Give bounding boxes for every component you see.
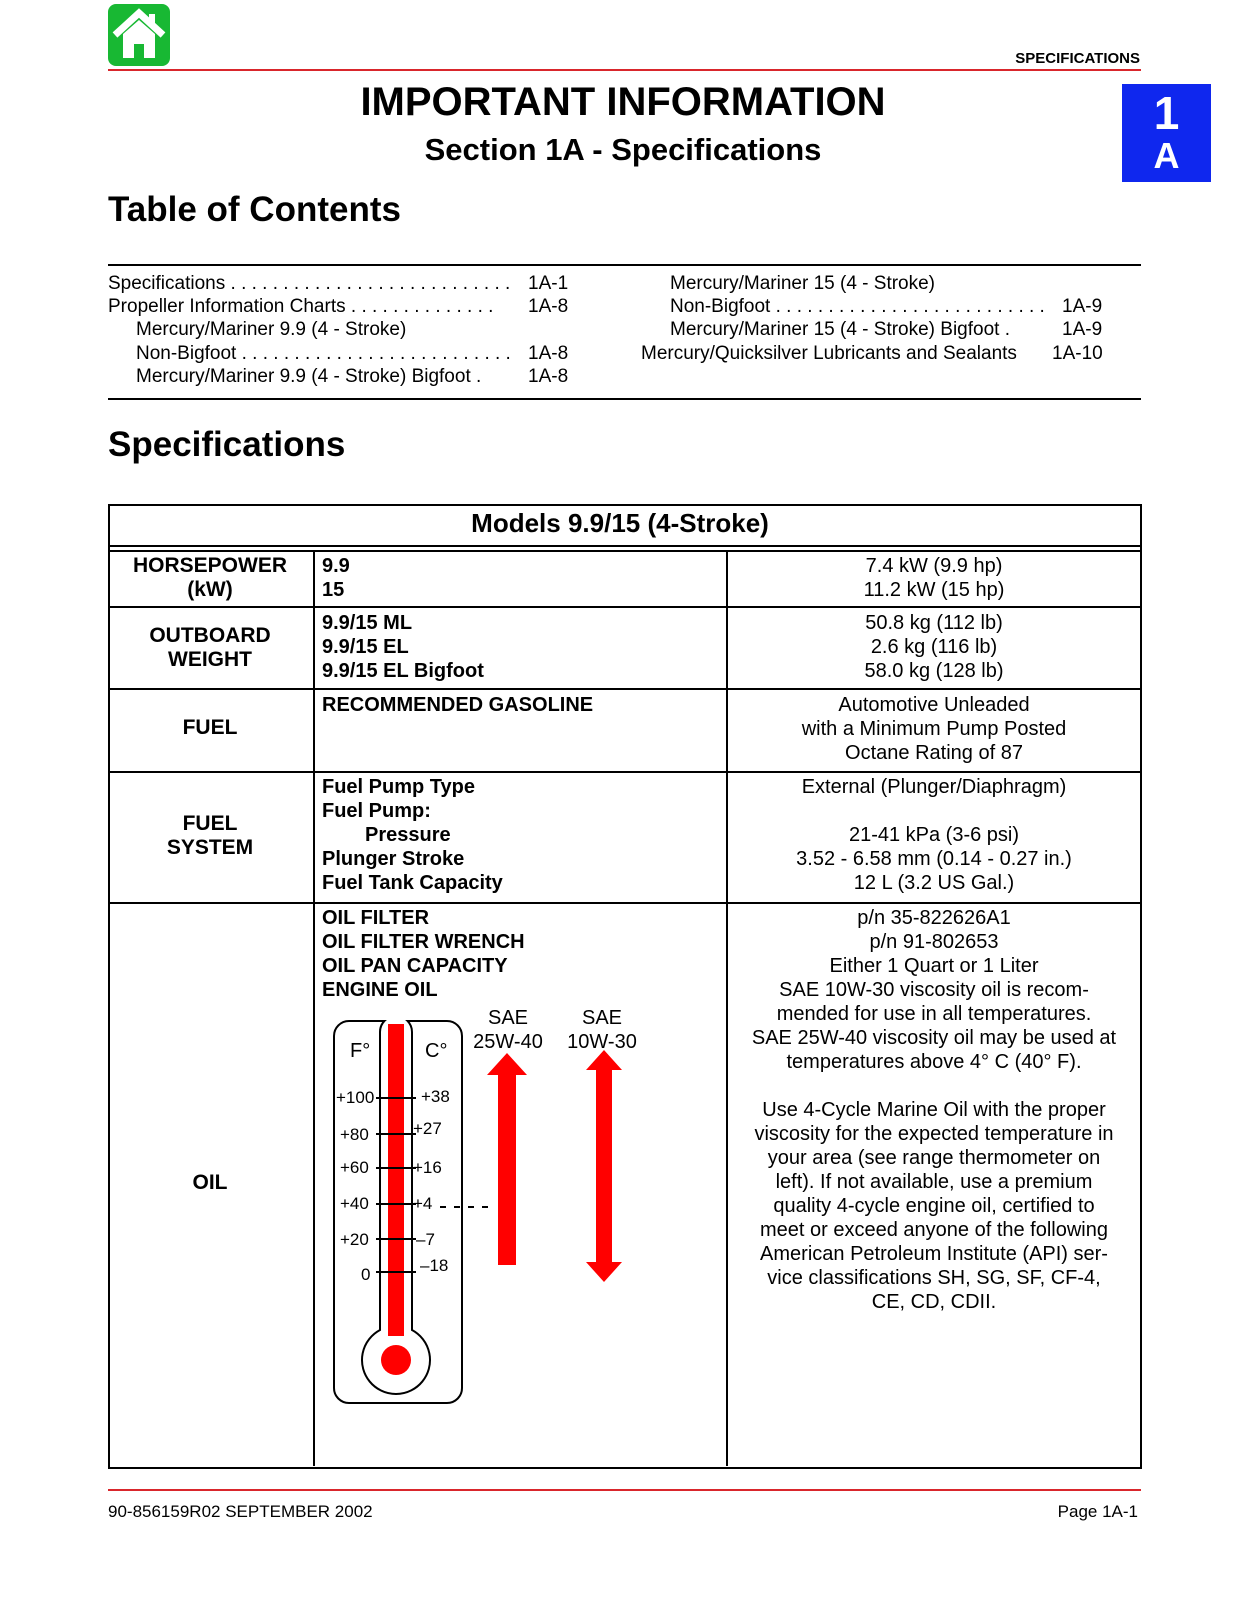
section-tab xyxy=(1122,84,1211,182)
toc-page: 1A-8 xyxy=(528,366,569,387)
c-tick-label: +27 xyxy=(413,1119,442,1138)
f-tick-label: +40 xyxy=(340,1194,369,1213)
weight-values: 50.8 kg (112 lb) 2.6 kg (116 lb) 58.0 kg (128 lb) xyxy=(864,612,1004,682)
toc-page: 1A-8 xyxy=(528,343,569,364)
toc-top-rule xyxy=(108,264,1141,266)
toc-entry-15-non-bigfoot[interactable]: Non-Bigfoot . . . . . . . . . . . . . . . . . . . . . . . . . . xyxy=(670,296,1045,317)
oil-items: OIL FILTER OIL FILTER WRENCH OIL PAN CAPACITY ENGINE OIL xyxy=(322,907,525,1001)
toc-heading: Table of Contents xyxy=(108,190,401,229)
table-rule xyxy=(108,545,1142,547)
toc-bottom-rule xyxy=(108,398,1141,400)
toc-entry-lubricants[interactable]: Mercury/Quicksilver Lubricants and Sealants xyxy=(641,343,1017,364)
specifications-heading: Specifications xyxy=(108,425,346,464)
sae-10w30-range-arrow xyxy=(586,1050,622,1282)
fuel-category: FUEL xyxy=(182,716,238,739)
fuel-item: RECOMMENDED GASOLINE xyxy=(322,694,594,716)
home-button[interactable] xyxy=(108,4,170,66)
fuel-system-category: FUEL SYSTEM xyxy=(166,812,254,859)
sae-10w30-label: SAE 10W-30 xyxy=(567,1007,637,1053)
f-tick-label: 0 xyxy=(361,1265,371,1284)
table-rule xyxy=(108,550,1142,552)
toc-page: 1A-10 xyxy=(1052,343,1103,364)
document-number: 90-856159R02 SEPTEMBER 2002 xyxy=(108,1502,373,1521)
thermometer-graphic xyxy=(330,1020,650,1410)
c-tick-label: –7 xyxy=(416,1230,435,1249)
thermometer-column xyxy=(388,1024,404,1336)
c-tick-label: –18 xyxy=(420,1256,449,1275)
header-rule xyxy=(108,69,1141,71)
weight-models: 9.9/15 ML 9.9/15 EL 9.9/15 EL Bigfoot xyxy=(322,612,484,682)
toc-entry-15-group: Mercury/Mariner 15 (4 - Stroke) xyxy=(670,273,936,294)
c-tick-label: +38 xyxy=(421,1087,450,1106)
oil-values: p/n 35-822626A1 p/n 91-802653 Either 1 Quart or 1 Liter SAE 10W-30 viscosity oil is recom- mended for use in all temperatures. SAE 25W-40 viscosity oil may be used at temperatures above 4° C (40° F). Use 4-Cycle Marine Oil with the proper viscosity for the expected temperature in your area (see range thermometer on left). If not available, use a premium quality 4-cycle engine oil, certified to meet or exceed anyone of the following American Petroleum Institute (API) ser- vice classifications SH, SG, SF, CF-4, CE, CD, CDII. xyxy=(751,907,1117,1313)
f-tick-label: +100 xyxy=(336,1088,375,1107)
section-tab-number: 1 xyxy=(1153,87,1180,139)
fuel-system-items: Fuel Pump Type Fuel Pump: Pressure Plunger Stroke Fuel Tank Capacity xyxy=(322,776,503,894)
f-tick-label: +60 xyxy=(340,1158,369,1177)
toc-page: 1A-9 xyxy=(1062,319,1103,340)
table-rule xyxy=(108,902,1142,904)
f-tick-label: +80 xyxy=(340,1125,369,1144)
table-rule xyxy=(108,688,1142,690)
fuel-system-values: External (Plunger/Diaphragm) 21-41 kPa (3-6 psi) 3.52 - 6.58 mm (0.14 - 0.27 in.) 12 L (3.2 US Gal.) xyxy=(796,776,1072,894)
table-rule xyxy=(108,771,1142,773)
oil-category: OIL xyxy=(192,1171,228,1194)
toc-entry-99-group: Mercury/Mariner 9.9 (4 - Stroke) xyxy=(136,319,407,340)
celsius-label: C° xyxy=(425,1040,448,1062)
c-tick-label: +4 xyxy=(413,1194,433,1213)
page-number: Page 1A-1 xyxy=(1057,1502,1138,1521)
toc-page: 1A-9 xyxy=(1062,296,1103,317)
sae-25w40-range-arrow xyxy=(487,1053,527,1265)
home-icon xyxy=(108,4,170,66)
horsepower-category: HORSEPOWER (kW) xyxy=(132,554,287,601)
section-tab-letter: A xyxy=(1153,135,1180,176)
toc-entry-99-bigfoot[interactable]: Mercury/Mariner 9.9 (4 - Stroke) Bigfoot . xyxy=(136,366,482,387)
fahrenheit-label: F° xyxy=(350,1040,371,1062)
thermometer-bulb xyxy=(381,1345,411,1375)
toc-entry-15-bigfoot[interactable]: Mercury/Mariner 15 (4 - Stroke) Bigfoot . xyxy=(670,319,1010,340)
toc-page: 1A-8 xyxy=(528,296,569,317)
table-title: Models 9.9/15 (4-Stroke) xyxy=(471,508,769,538)
section-label: SPECIFICATIONS xyxy=(1015,50,1140,67)
table-column-rule xyxy=(313,550,315,1466)
toc-entry-propeller-charts[interactable]: Propeller Information Charts . . . . . . . . . . . . . . xyxy=(108,296,494,317)
toc-page: 1A-1 xyxy=(528,273,569,294)
sae-25w40-label: SAE 25W-40 xyxy=(473,1007,543,1053)
fuel-values: Automotive Unleaded with a Minimum Pump Posted Octane Rating of 87 xyxy=(801,694,1067,764)
horsepower-models: 9.9 15 xyxy=(322,555,350,601)
f-tick-label: +20 xyxy=(340,1230,369,1249)
page-subtitle: Section 1A - Specifications xyxy=(424,132,822,167)
horsepower-values: 7.4 kW (9.9 hp) 11.2 kW (15 hp) xyxy=(863,555,1005,601)
toc-entry-99-non-bigfoot[interactable]: Non-Bigfoot . . . . . . . . . . . . . . . . . . . . . . . . . . xyxy=(136,343,511,364)
c-tick-label: +16 xyxy=(413,1158,442,1177)
toc-entry-specifications[interactable]: Specifications . . . . . . . . . . . . . . . . . . . . . . . . . . . xyxy=(108,273,511,294)
weight-category: OUTBOARD WEIGHT xyxy=(149,624,271,671)
table-rule xyxy=(108,606,1142,608)
page-title: IMPORTANT INFORMATION xyxy=(360,80,886,124)
table-column-rule xyxy=(726,550,728,1466)
footer-rule xyxy=(108,1489,1141,1491)
